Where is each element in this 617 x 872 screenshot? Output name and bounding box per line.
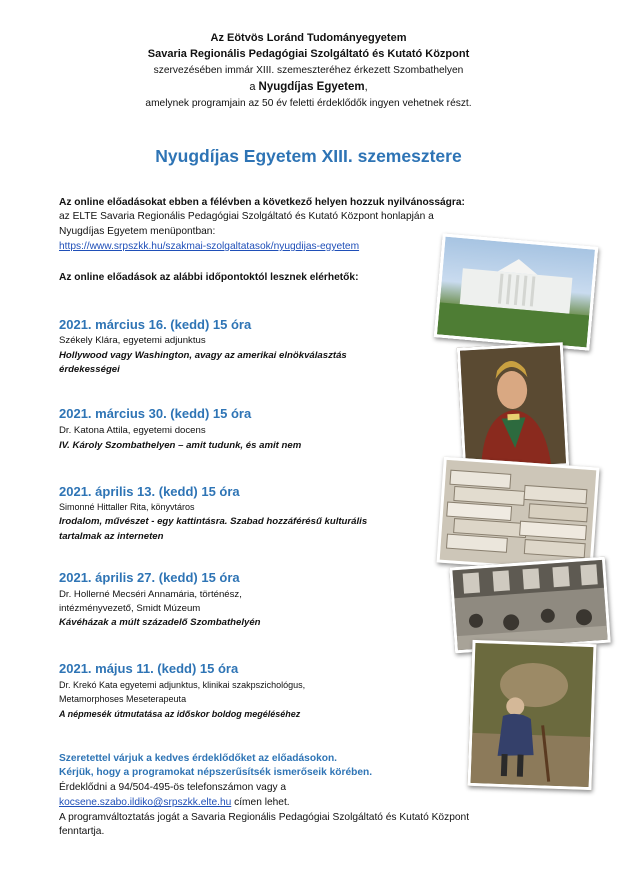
closing-email-suffix: címen lehet. (231, 797, 290, 808)
intro-line-1: Az online előadásokat ebben a félévben a következő helyen hozzuk nyilvánosságra: (59, 197, 465, 208)
lecture-3-date: 2021. április 13. (kedd) 15 óra (59, 484, 240, 499)
closing-disclaimer-line-1: A programváltoztatás jogát a Savaria Regionális Pedagógiai Szolgáltató és Kutató Központ (59, 812, 470, 823)
lecture-1-topic-line-2: érdekességei (59, 364, 120, 375)
intro-line-4: Az online előadások az alábbi időpontoktól lesznek elérhetők: (59, 272, 359, 283)
lecture-2-speaker: Dr. Katona Attila, egyetemi docens (59, 425, 206, 436)
lecture-3-speaker: Simonné Hittaller Rita, könyvtáros (59, 502, 195, 512)
header-program-bold: Nyugdíjas Egyetem (258, 81, 365, 93)
header-institution: Az Eötvös Loránd Tudományegyetem (210, 32, 407, 44)
intro-line-3: Nyugdíjas Egyetem menüpontban: (59, 226, 216, 237)
header-program-suffix: , (364, 81, 368, 93)
lecture-4-speaker-line-2: intézményvezető, Smidt Múzeum (59, 603, 201, 614)
contact-email-link[interactable]: kocsene.szabo.ildiko@srpszkk.elte.hu (59, 797, 232, 808)
lecture-4-topic: Kávéházak a múlt századelő Szombathelyén (59, 617, 261, 628)
header-eligibility: amelynek programjain az 50 év feletti érdeklődők ingyen vehetnek részt. (145, 98, 472, 109)
page-title: Nyugdíjas Egyetem XIII. szemesztere (155, 146, 462, 166)
books-photo (436, 457, 599, 574)
header-program-prefix: a (249, 81, 256, 93)
closing-phone: Érdeklődni a 94/504-495-ös telefonszámon vagy a (59, 782, 287, 793)
lecture-5-speaker-line-2: Metamorphoses Meseterapeuta (59, 694, 187, 704)
old-woman-photo (467, 640, 596, 790)
program-url-link[interactable]: https://www.srpszkk.hu/szakmai-szolgaltatasok/nyugdijas-egyetem (59, 241, 360, 252)
lecture-2-date: 2021. március 30. (kedd) 15 óra (59, 406, 252, 421)
king-charles-portrait (457, 342, 569, 471)
lecture-3-topic-line-1: Irodalom, művészet - egy kattintásra. Szabad hozzáférésű kulturális (59, 516, 368, 527)
closing-disclaimer-line-2: fenntartja. (59, 826, 105, 837)
lecture-3-topic-line-2: tartalmak az interneten (59, 531, 164, 542)
header-semester-line: szervezésében immár XIII. szemeszteréhez érkezett Szombathelyen (153, 65, 464, 76)
lecture-5-speaker-line-1: Dr. Krekó Kata egyetemi adjunktus, klinikai szakpszichológus, (59, 680, 306, 690)
closing-email-line (59, 796, 290, 810)
lecture-1-topic-line-1: Hollywood vagy Washington, avagy az amerikai elnökválasztás (59, 350, 347, 361)
coffee-house-photo (449, 557, 611, 654)
white-house-photo (434, 233, 598, 350)
lecture-4-speaker-line-1: Dr. Hollerné Mecséri Annamária, történész, (59, 589, 242, 600)
header-program-name (0, 80, 617, 94)
lecture-2-topic: IV. Károly Szombathelyen – amit tudunk, és amit nem (59, 440, 302, 451)
lecture-4-date: 2021. április 27. (kedd) 15 óra (59, 570, 240, 585)
lecture-1-speaker: Székely Klára, egyetemi adjunktus (59, 335, 206, 346)
intro-line-2: az ELTE Savaria Regionális Pedagógiai Szolgáltató és Kutató Központ honlapján a (59, 211, 434, 222)
closing-welcome: Szeretettel várjuk a kedves érdeklődőket az előadásokon. (59, 753, 338, 764)
lecture-1-date: 2021. március 16. (kedd) 15 óra (59, 317, 252, 332)
lecture-5-topic: A népmesék útmutatása az időskor boldog megéléséhez (59, 709, 301, 719)
closing-request: Kérjük, hogy a programokat népszerűsítsék ismerőseik körében. (59, 767, 373, 778)
lecture-5-date: 2021. május 11. (kedd) 15 óra (59, 661, 239, 676)
header-center: Savaria Regionális Pedagógiai Szolgáltató és Kutató Központ (147, 48, 470, 60)
